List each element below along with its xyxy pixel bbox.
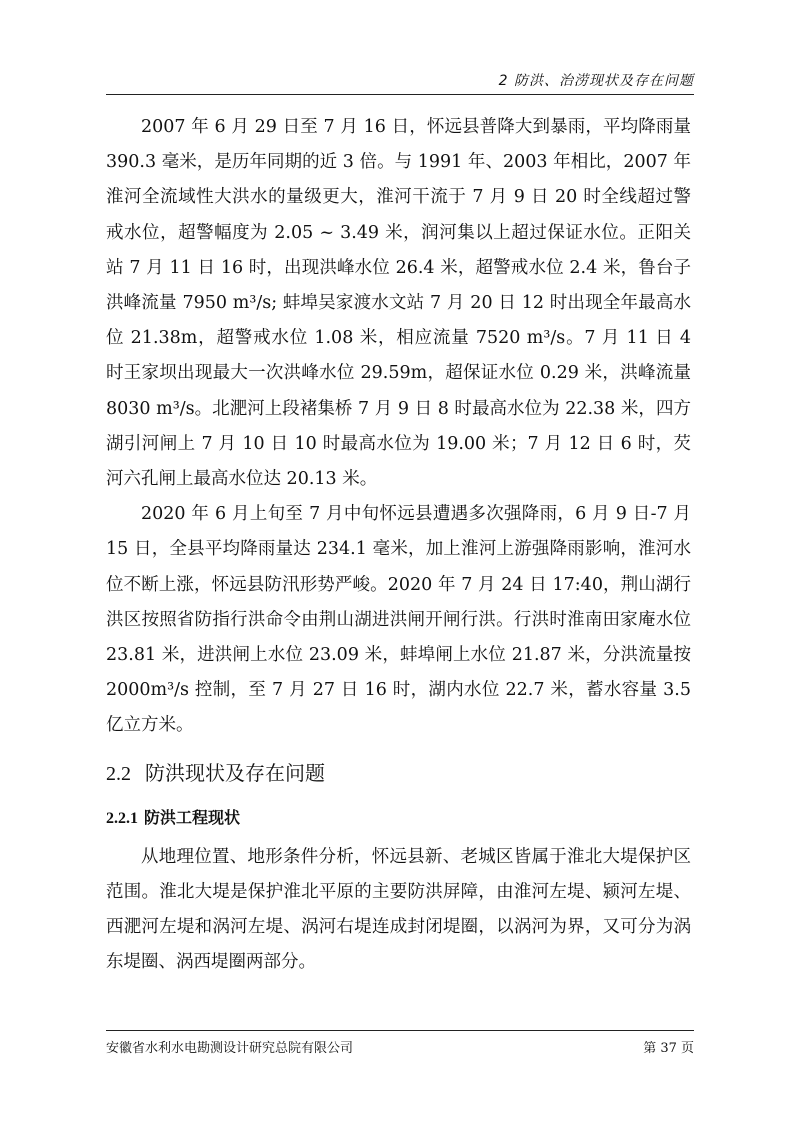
section-title: 防洪现状及存在问题 bbox=[145, 760, 325, 785]
page-header bbox=[106, 68, 694, 95]
page-body bbox=[106, 110, 691, 980]
page-number: 第 37 页 bbox=[643, 1041, 694, 1056]
section-number: 2.2 bbox=[106, 762, 131, 785]
running-header: 2 防洪、治涝现状及存在问题 bbox=[498, 73, 694, 89]
paragraph-flood-works: 从地理位置、地形条件分析，怀远县新、老城区皆属于淮北大堤保护区范围。淮北大堤是保护淮北平原的主要防洪屏障，由淮河左堤、颍河左堤、西淝河左堤和涡河左堤、涡河右堤连成封闭堤圈，以涡河为界，又可分为涡东堤圈、涡西堤圈两部分。 bbox=[106, 846, 691, 973]
paragraph-2007-flood: 2007 年 6 月 29 日至 7 月 16 日，怀远县普降大到暴雨，平均降雨量 390.3 毫米，是历年同期的近 3 倍。与 1991 年、2003 年相比，2007 年淮河全流域性大洪水的量级更大，淮河干流于 7 月 9 日 20 时全线超过警戒水位，超警幅度为 2.05 ~ 3.49 米，润河集以上超过保证水位。正阳关站 7 月 11 日 16 时，出现洪峰水位 26.4 米，超警戒水位 2.4 米，鲁台子洪峰流量 7950 m³/s; 蚌埠吴家渡水文站 7 月 20 日 12 时出现全年最高水位 21.38m，超警戒水位 1.08 米，相应流量 7520 m³/s。7 月 11 日 4 时王家坝出现最大一次洪峰水位 29.59m，超保证水位 0.29 米，洪峰流量 8030 m³/s。北淝河上段褚集桥 7 月 9 日 8 时最高水位为 22.38 米，四方湖引河闸上 7 月 10 日 10 时最高水位为 19.00 米；7 月 12 日 6 时，芡河六孔闸上最高水位达 20.13 米。 bbox=[106, 117, 691, 490]
page-footer bbox=[106, 1030, 694, 1057]
subsection-heading bbox=[106, 803, 691, 834]
subsection-title: 防洪工程现状 bbox=[144, 807, 241, 827]
section-heading bbox=[106, 756, 691, 791]
paragraph-2020-flood: 2020 年 6 月上旬至 7 月中旬怀远县遭遇多次强降雨，6 月 9 日-7 月 15 日，全县平均降雨量达 234.1 毫米，加上淮河上游强降雨影响，淮河水位不断上涨，怀远县防汛形势严峻。2020 年 7 月 24 日 17:40，荆山湖行洪区按照省防指行洪命令由荆山湖进洪闸开闸行洪。行洪时淮南田家庵水位 23.81 米，进洪闸上水位 23.09 米，蚌埠闸上水位 21.87 米，分洪流量按 2000m³/s 控制，至 7 月 27 日 16 时，湖内水位 22.7 米，蓄水容量 3.5 亿立方米。 bbox=[106, 504, 691, 736]
footer-organization: 安徽省水利水电勘测设计研究总院有限公司 bbox=[106, 1041, 354, 1056]
subsection-number: 2.2.1 bbox=[106, 809, 138, 827]
